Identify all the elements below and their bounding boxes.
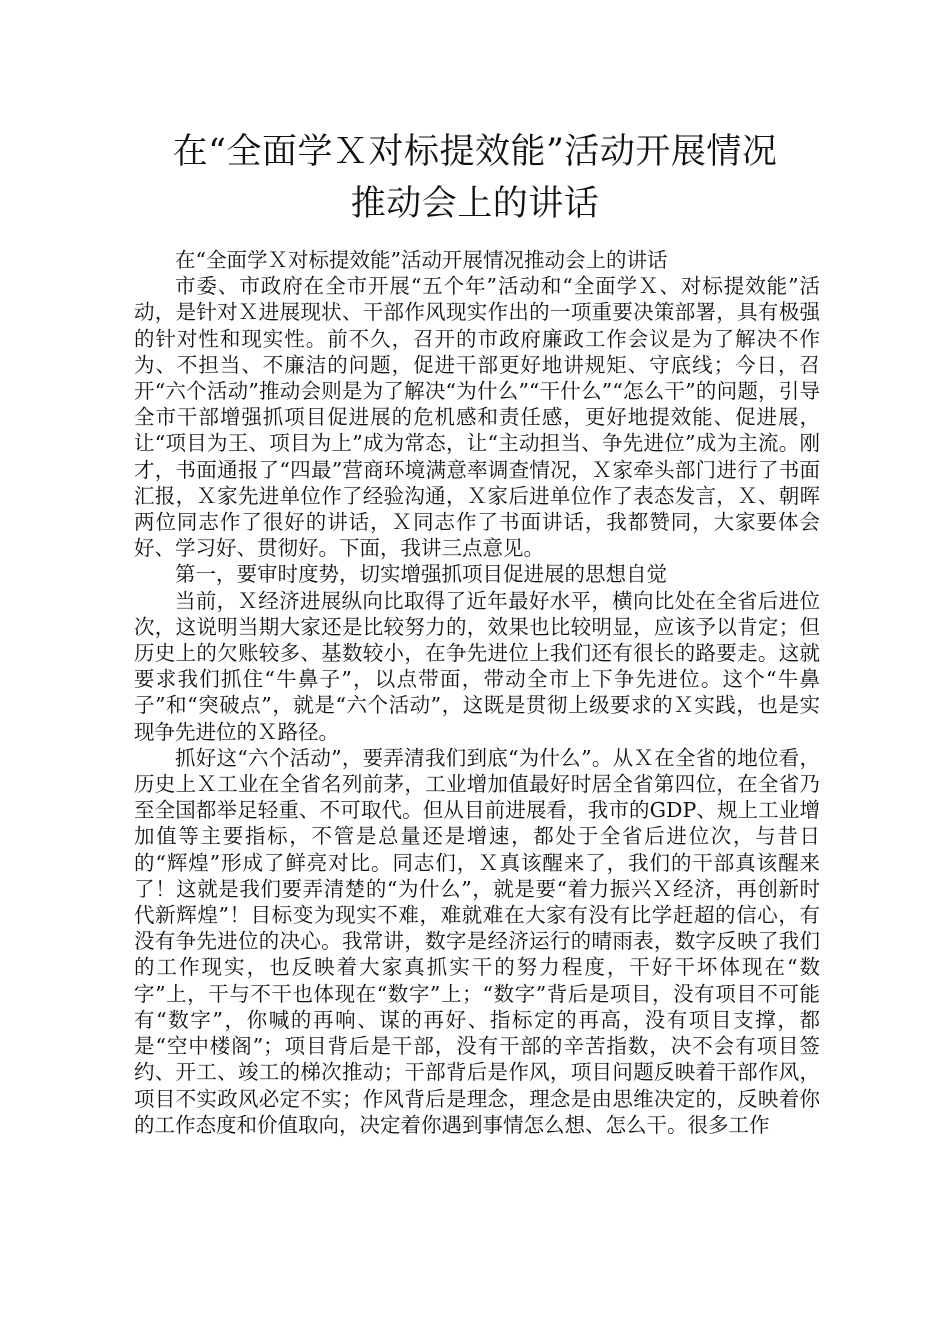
- body-paragraph-subtitle: 在“全面学Ｘ对标提效能”活动开展情况推动会上的讲话: [175, 248, 668, 272]
- title-line-2: 推动会上的讲话: [350, 184, 600, 224]
- body-paragraph: 抓好这“六个活动”，要弄清我们到底“为什么”。从Ｘ在全省的地位看，历史上Ｘ工业在全省名列前茅，工业增加值最好时居全省第四位，在全省乃至全国都举足轻重、不可取代。但从目前进展看，我市的GDP、规上工业增加值等主要指标，不管是总量还是增速，都处于全省后进位次，与昔日的“辉煌”形成了鲜亮对比。同志们，Ｘ真该醒来了，我们的干部真该醒来了！这就是我们要弄清楚的“为什么”，就是要“着力振兴Ｘ经济，再创新时代新辉煌”！目标变为现实不难，难就难在大家有没有比学赶超的信心，有没有争先进位的决心。我常讲，数字是经济运行的晴雨表，数字反映了我们的工作现实，也反映着大家真抓实干的努力程度，干好干坏体现在“数字”上，干与不干也体现在“数字”上；“数字”背后是项目，没有项目不可能有“数字”，你喊的再响、谋的再好、指标定的再高，没有项目支撑，都是“空中楼阁”；项目背后是干部，没有干部的辛苦指数，决不会有项目签约、开工、竣工的梯次推动；干部背后是作风，项目问题反映着干部作风，项目不实政风必定不实；作风背后是理念，理念是由思维决定的，反映着你的工作态度和价值取向，决定着你遇到事情怎么想、怎么干。很多工作: [134, 745, 820, 1137]
- title-line-1: 在“全面学Ｘ对标提效能”活动开展情况: [172, 132, 778, 172]
- document-body: [134, 247, 820, 1138]
- body-paragraph: 当前，Ｘ经济进展纵向比取得了近年最好水平，横向比处在全省后进位次，这说明当期大家还是比较努力的，效果也比较明显，应该予以肯定；但历史上的欠账较多、基数较小，在争先进位上我们还有很长的路要走。这就要求我们抓住“牛鼻子”，以点带面，带动全市上下争先进位。这个“牛鼻子”和“突破点”，就是“六个活动”，这既是贯彻上级要求的Ｘ实践，也是实现争先进位的Ｘ路径。: [134, 588, 820, 744]
- section-heading-1: 第一，要审时度势，切实增强抓项目促进展的思想自觉: [175, 562, 667, 587]
- body-paragraph-intro: 市委、市政府在全市开展“五个年”活动和“全面学Ｘ、对标提效能”活动，是针对Ｘ进展现状、干部作风现实作出的一项重要决策部署，具有极强的针对性和现实性。前不久，召开的市政府廉政工作会议是为了解决不作为、不担当、不廉洁的问题，促进干部更好地讲规矩、守底线；今日，召开“六个活动”推动会则是为了解决“为什么”“干什么”“怎么干”的问题，引导全市干部增强抓项目促进展的危机感和责任感，更好地提效能、促进展，让“项目为王、项目为上”成为常态，让“主动担当、争先进位”成为主流。刚才，书面通报了“四最”营商环境满意率调查情况，Ｘ家牵头部门进行了书面汇报，Ｘ家先进单位作了经验沟通，Ｘ家后进单位作了表态发言，Ｘ、朝晖两位同志作了很好的讲话，Ｘ同志作了书面讲话，我都赞同，大家要体会好、学习好、贯彻好。下面，我讲三点意见。: [134, 274, 820, 561]
- document-title: [100, 126, 850, 230]
